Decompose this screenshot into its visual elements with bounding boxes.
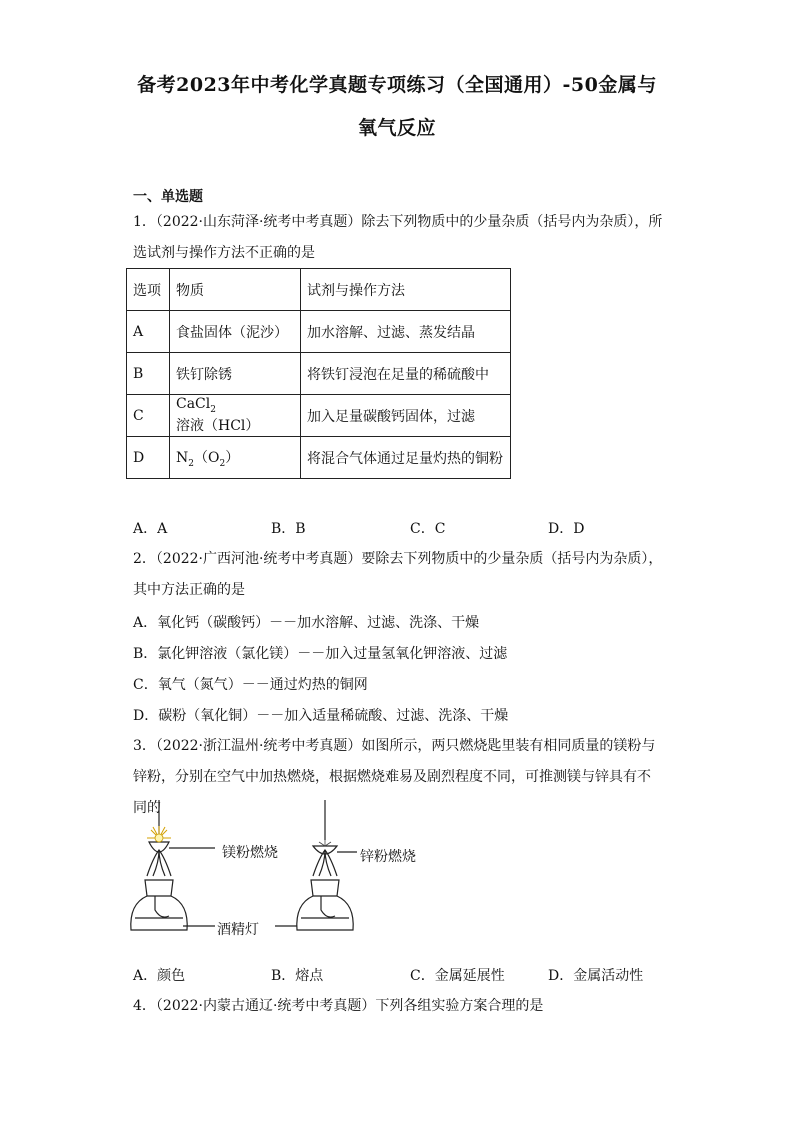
option-d[interactable]: D．金属活动性 (548, 968, 644, 984)
formula-text: CaCl (176, 396, 211, 413)
figure-label-zinc: 锌粉燃烧 (360, 849, 416, 865)
table-row (127, 353, 511, 395)
table-row (127, 395, 511, 437)
document-title-line2: 氧气反应 (357, 117, 436, 139)
option-a[interactable]: A．氧化钙（碳酸钙）－－加水溶解、过滤、洗涤、干燥 (133, 615, 480, 631)
table-header-cell: 选项 (127, 269, 170, 311)
table-cell-substance: 铁钉除锈 (170, 353, 301, 395)
table-row (127, 437, 511, 479)
question-4-stem: 4．（2022·内蒙古通辽·统考中考真题）下列各组实验方案合理的是 (133, 998, 544, 1014)
table-header-row (127, 269, 511, 311)
formula-subscript: 2 (219, 458, 226, 469)
table-cell-method: 加入足量碳酸钙固体，过滤 (301, 395, 511, 437)
option-a[interactable]: A．颜色 (133, 968, 186, 984)
document-title-line1: 备考2023年中考化学真题专项练习（全国通用）-50金属与 (137, 74, 657, 96)
table-header-cell: 物质 (170, 269, 301, 311)
option-b[interactable]: B．熔点 (271, 968, 324, 984)
question-1-table (126, 268, 511, 479)
question-3-stem: 3．（2022·浙江温州·统考中考真题）如图所示，两只燃烧匙里装有相同质量的镁粉与锌粉，分别在空气中加热燃烧，根据燃烧难易及剧烈程度不同，可推测镁与锌具有不同的 (133, 738, 656, 816)
option-a[interactable]: A．A (133, 521, 168, 537)
formula-text: N (176, 449, 189, 466)
figure-label-lamp: 酒精灯 (217, 922, 259, 938)
table-cell-substance (170, 395, 301, 437)
option-b[interactable]: B．氯化钾溶液（氯化镁）－－加入过量氢氧化钾溶液、过滤 (133, 646, 508, 662)
table-cell-method: 加水溶解、过滤、蒸发结晶 (301, 311, 511, 353)
table-cell-option: A (127, 311, 170, 353)
table-cell-option: C (127, 395, 170, 437)
table-row (127, 311, 511, 353)
experiment-figure (125, 800, 425, 964)
formula-subscript: 2 (188, 458, 194, 469)
table-header-cell: 试剂与操作方法 (301, 269, 511, 311)
formula-text: ） (225, 449, 240, 466)
burning-spoon-diagram (125, 800, 425, 960)
table-cell-substance (170, 437, 301, 479)
table-cell-method: 将混合气体通过足量灼热的铜粉 (301, 437, 511, 479)
option-c[interactable]: C．金属延展性 (410, 968, 505, 984)
section-heading: 一、单选题 (133, 189, 203, 205)
formula-text: 溶液（HCl） (176, 417, 260, 434)
option-b[interactable]: B．B (271, 521, 306, 537)
table-cell-substance: 食盐固体（泥沙） (170, 311, 301, 353)
table-cell-option: D (127, 437, 170, 479)
question-1-stem: 1．（2022·山东菏泽·统考中考真题）除去下列物质中的少量杂质（括号内为杂质），所选试剂与操作方法不正确的是 (133, 214, 663, 261)
formula-text: （O (193, 449, 220, 466)
option-c[interactable]: C．氧气（氮气）－－通过灼热的铜网 (133, 677, 368, 693)
option-d[interactable]: D．碳粉（氧化铜）－－加入适量稀硫酸、过滤、洗涤、干燥 (133, 708, 509, 724)
formula-subscript: 2 (210, 404, 216, 415)
table-cell-option: B (127, 353, 170, 395)
option-c[interactable]: C．C (410, 521, 446, 537)
table-cell-method: 将铁钉浸泡在足量的稀硫酸中 (301, 353, 511, 395)
question-2-stem: 2．（2022·广西河池·统考中考真题）要除去下列物质中的少量杂质（括号内为杂质），其中方法正确的是 (133, 551, 663, 598)
option-d[interactable]: D．D (548, 521, 585, 537)
figure-label-magnesium: 镁粉燃烧 (222, 845, 278, 861)
